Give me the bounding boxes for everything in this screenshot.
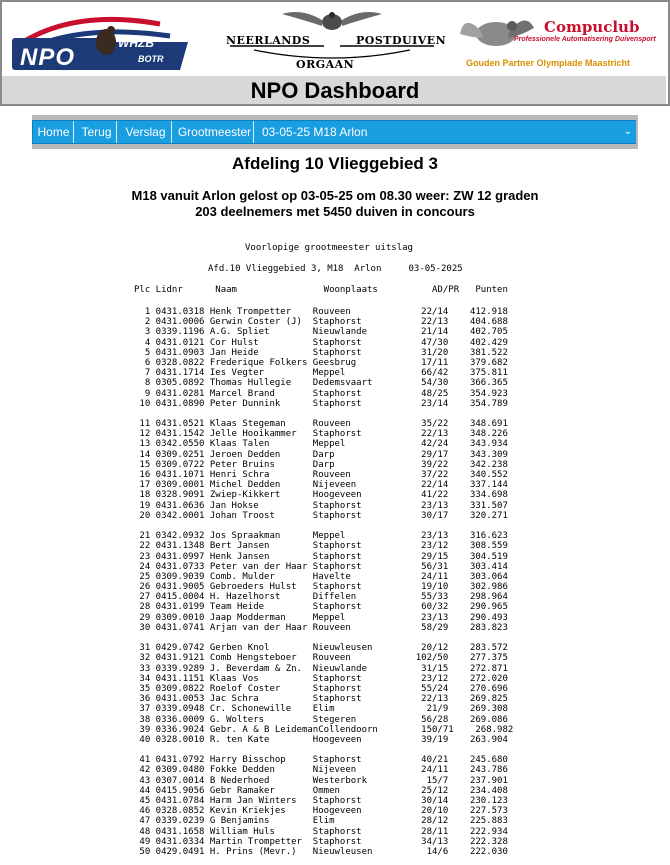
table-row: 24 0431.0733 Peter van der Haar Staphorst 56/31 303.414 [134,561,508,572]
table-row: 32 0431.9121 Comb Hengsteboer Rouveen 102/50 277.375 [134,653,508,664]
table-row: 27 0415.0004 H. Hazelhorst Diffelen 55/33 298.964 [134,592,508,603]
table-row: 35 0309.0822 Roelof Coster Staphorst 55/24 270.696 [134,683,508,694]
table-row: 21 0342.0932 Jos Spraakman Meppel 23/13 316.623 [134,531,508,542]
compuclub-title: Compuclub [544,18,640,36]
table-row: 13 0342.0550 Klaas Talen Meppel 42/24 343.934 [134,439,508,450]
table-row: 40 0328.0010 R. ten Kate Hoogeveen 39/19 263.904 [134,734,508,745]
chevron-down-icon: ⌄ [623,126,632,137]
table-row: 34 0431.1151 Klaas Vos Staphorst 23/12 272.020 [134,673,508,684]
table-row: 12 0431.1542 Jelle Hooikammer Staphorst 22/13 348.226 [134,429,508,440]
results-table [134,307,513,857]
table-row: 30 0431.0741 Arjan van der Haar Rouveen 58/29 283.823 [134,622,508,633]
compuclub-partner: Gouden Partner Olympiade Maastricht [466,58,631,68]
whzb-logo-text: WHZB [118,36,154,50]
row-group-gap [134,521,513,531]
table-row: 48 0431.1658 William Huls Staphorst 28/11 222.934 [134,826,508,837]
table-row: 3 0339.1196 A.G. Spliet Nieuwlande 21/14 402.705 [134,327,508,338]
table-row: 46 0328.0852 Kevin Kriekjes Hoogeveen 20/10 227.573 [134,806,508,817]
table-row: 23 0431.0997 Henk Jansen Staphorst 29/15 304.519 [134,551,508,562]
table-row: 42 0309.0480 Fokke Dedden Nijeveen 24/11 243.786 [134,765,508,776]
table-row: 26 0431.9005 Gebroeders Hulst Staphorst 19/10 302.986 [134,582,508,593]
race-info [0,188,670,220]
table-row: 44 0415.9056 Gebr Ramaker Ommen 25/12 234.408 [134,785,508,796]
table-row: 50 0429.0491 H. Prins (Mevr.) Nieuwleusen 14/6 222.030 [134,846,508,857]
table-row: 2 0431.0006 Gerwin Coster (J) Staphorst 22/13 404.688 [134,317,508,328]
table-row: 15 0309.0722 Peter Bruins Darp 39/22 342.238 [134,459,508,470]
table-row: 38 0336.0009 G. Wolters Stegeren 56/28 269.086 [134,714,508,725]
table-row: 5 0431.0903 Jan Heide Staphorst 31/20 381.522 [134,347,508,358]
table-row: 33 0339.9289 J. Beverdam & Zn. Nieuwlande 31/15 272.871 [134,663,508,674]
table-row: 8 0305.0892 Thomas Hullegie Dedemsvaart 54/30 366.365 [134,378,508,389]
np-right-text: POSTDUIVEN [356,34,447,47]
race-select[interactable] [258,121,636,143]
table-row: 7 0431.1714 Ies Vegter Meppel 66/42 375.811 [134,368,508,379]
page-title: NPO Dashboard [250,78,420,103]
report-title: Voorlopige grootmeester uitslag [245,243,413,253]
row-group-gap [134,745,513,755]
table-row: 6 0328.0822 Frederique Folkers Geesbrug 17/11 379.682 [134,357,508,368]
np-left-text: NEERLANDS [226,34,311,47]
npo-logo-text: NPO [20,44,76,71]
table-row: 49 0431.0334 Martin Trompetter Staphorst 34/13 222.328 [134,836,508,847]
table-row: 19 0431.0636 Jan Hokse Staphorst 23/13 331.507 [134,500,508,511]
table-row: 25 0309.9039 Comb. Mulder Havelte 24/11 303.064 [134,571,508,582]
table-row: 17 0309.0001 Michel Dedden Nijeveen 22/14 337.144 [134,480,508,491]
table-row: 45 0431.0784 Harm Jan Winters Staphorst 30/14 230.123 [134,796,508,806]
table-row: 31 0429.0742 Gerben Knol Nieuwleusen 20/12 283.572 [134,643,508,654]
results-column-headers: Plc Lidnr Naam Woonplaats AD/PR Punten [134,285,508,295]
table-row: 47 0339.0239 G Benjamins Elim 28/12 225.883 [134,816,508,827]
home-button[interactable]: Home [34,121,74,143]
table-row: 36 0431.0053 Jac Schra Staphorst 22/13 269.825 [134,694,508,705]
section-title: Afdeling 10 Vlieggebied 3 [232,154,438,173]
table-row: 16 0431.1071 Henri Schra Rouveen 37/22 340.552 [134,470,508,480]
table-row: 39 0336.9024 Gebr. A & B LeidemanCollendoorn 150/71 268.982 [134,724,514,735]
race-info-line1: M18 vanuit Arlon gelost op 03-05-25 om 08.30 weer: ZW 12 graden [131,188,539,203]
table-row: 1 0431.0318 Henk Trompetter Rouveen 22/14 412.918 [134,307,508,317]
table-row: 41 0431.0792 Harry Bisschop Staphorst 40/21 245.680 [134,755,508,766]
botr-logo-text: BOTR [138,54,164,64]
np-bottom-text: ORGAAN [296,58,355,71]
table-row: 43 0307.0014 B Nederhoed Westerbork 15/7 237.901 [134,775,508,786]
back-button[interactable]: Terug [77,121,117,143]
race-info-line2: 203 deelnemers met 5450 duiven in concours [195,204,475,219]
compuclub-subtitle: Professionele Automatisering Duivensport [514,36,656,43]
table-row: 18 0328.9091 Zwiep-Kikkert Hoogeveen 41/22 334.698 [134,490,508,501]
results-header [134,285,508,295]
row-group-gap [134,409,513,419]
grandmaster-button[interactable]: Grootmeester [176,121,254,143]
table-row: 20 0342.0001 Johan Troost Staphorst 30/17 320.271 [134,510,508,521]
table-row: 14 0309.0251 Jeroen Dedden Darp 29/17 343.309 [134,449,508,460]
table-row: 9 0431.0281 Marcel Brand Staphorst 48/25 354.923 [134,388,508,399]
table-row: 22 0431.1348 Bert Jansen Staphorst 23/12 308.559 [134,541,508,552]
report-button[interactable]: Verslag [120,121,172,143]
table-row: 11 0431.0521 Klaas Stegeman Rouveen 35/22 348.691 [134,419,508,430]
table-row: 29 0309.0010 Jaap Modderman Meppel 23/13 290.493 [134,612,508,623]
table-row: 4 0431.0121 Cor Hulst Staphorst 47/30 402.429 [134,337,508,348]
row-group-gap [134,633,513,643]
table-row: 37 0339.0948 Cr. Schonewille Elim 21/9 269.308 [134,704,508,715]
race-select-value: 03-05-25 M18 Arlon [262,125,368,139]
table-row: 28 0431.0199 Team Heide Staphorst 60/32 290.965 [134,602,508,613]
table-row: 10 0431.0890 Peter Dunnink Staphorst 23/14 354.789 [134,398,508,409]
report-subtitle: Afd.10 Vlieggebied 3, M18 Arlon 03-05-2025 [208,264,463,274]
